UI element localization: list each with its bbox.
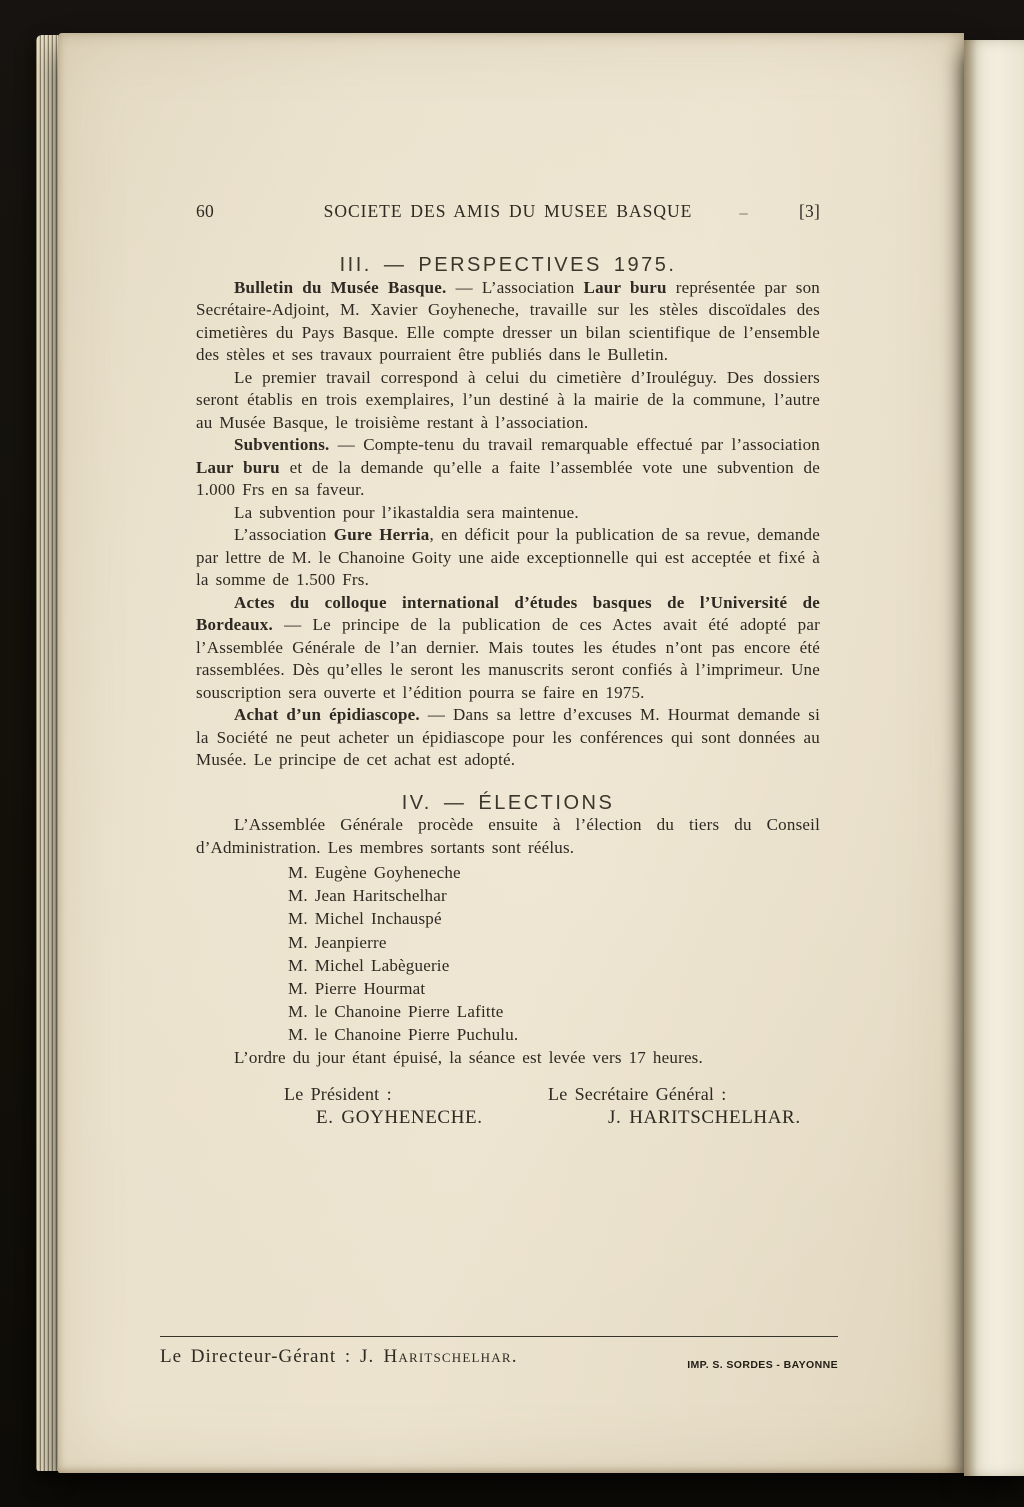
scan-artifact-dash [739, 213, 748, 215]
paragraph-bulletin [196, 277, 820, 367]
member-item: M. Jeanpierre [288, 932, 387, 952]
member-item: M. Jean Haritschelhar [288, 886, 447, 906]
association-name: Gure Herria [333, 525, 430, 544]
paragraph-run: L’association [234, 525, 334, 544]
text-column [196, 33, 820, 1131]
paragraph-elections-intro: L’Assemblée Générale procède ensuite à l’élection du tiers du Conseil d’Administration. Les membres sortants sont réélus. [196, 815, 820, 857]
signature-block [196, 1083, 820, 1131]
printer-imprint: IMP. S. SORDES - BAYONNE [687, 1359, 838, 1371]
association-name: Laur buru [196, 457, 280, 477]
paragraph-run: , en déficit pour la publication de sa revue, demande par lettre de M. le Chanoine Goity une aide exceptionnelle qui est acceptée et fixé à la somme de 1.500 Frs. [196, 525, 820, 589]
paragraph-lead: Achat d’un épidiascope. [234, 705, 420, 724]
member-item: M. Michel Labèguerie [288, 955, 450, 975]
footer-row [160, 1346, 838, 1371]
members-list [288, 861, 820, 1047]
paragraph-run: représentée par son Secrétaire-Adjoint, M. Xavier Goyheneche, travaille sur les stèles discoïdales des cimetières du Pays Basque. Elle compte dresser un bilan scientifique de l’ensemble des stèles et ses travaux pourraient être publiés dans le Bulletin. [196, 277, 820, 364]
journal-title: SOCIETE DES AMIS DU MUSEE BASQUE [323, 201, 693, 221]
member-item: M. le Chanoine Pierre Puchulu. [288, 1025, 519, 1045]
paragraph-run: — Le principe de la publication de ces Actes avait été adopté par l’Assemblée Générale de l’an dernier. Mais toutes les études n’ont pas encore été rassemblées. Dès qu’elles le seront les manuscrits seront confiés à l’imprimeur. Une souscription sera ouverte et l’édition pourra se faire en 1975. [196, 615, 820, 702]
book-page [58, 33, 964, 1473]
secretary-signature [548, 1083, 820, 1131]
closing-line: L’ordre du jour étant épuisé, la séance est levée vers 17 heures. [234, 1047, 703, 1067]
paragraph-lead: Actes du colloque international d’études basques de l’Université de Bordeaux. [196, 592, 820, 634]
director-line [160, 1346, 518, 1368]
president-signature [284, 1083, 534, 1131]
member-item: M. Michel Inchauspé [288, 909, 442, 929]
paragraph-premier-travail: Le premier travail correspond à celui du cimetière d’Irouléguy. Des dossiers seront établis en trois exemplaires, l’un destiné à la mairie de la commune, l’autre au Musée Basque, le troisième restant à l’association. [196, 367, 820, 432]
paragraph-ikastaldia: La subvention pour l’ikastaldia sera maintenue. [234, 502, 579, 522]
section-heading-perspectives: III. — PERSPECTIVES 1975. [339, 254, 677, 276]
paragraph-subventions [196, 434, 820, 502]
paragraph-gure-herria [196, 524, 820, 592]
issue-marker: [3] [798, 201, 820, 221]
book-page-stack-edge [36, 35, 58, 1471]
member-item: M. Pierre Hourmat [288, 979, 426, 999]
president-label: Le Président : [284, 1084, 392, 1105]
footer-rule [160, 1336, 838, 1337]
secretary-name: J. HARITSCHELHAR. [608, 1107, 801, 1129]
paragraph-run: — L’association [446, 277, 584, 297]
paragraph-lead: Subventions. [234, 435, 330, 454]
paragraph-run: — Dans sa lettre d’excuses M. Hourmat demande si la Société ne peut acheter un épidiascope pour les conférences qui sont données au Musée. Le principe de cet achat est adopté. [196, 705, 821, 769]
page-header [196, 200, 820, 222]
paragraph-actes [196, 592, 820, 705]
secretary-label: Le Secrétaire Général : [548, 1084, 727, 1105]
paragraph-lead: Bulletin du Musée Basque. [234, 277, 447, 297]
section-heading-elections: IV. — ÉLECTIONS [401, 791, 615, 814]
paragraph-run: — Compte-tenu du travail remarquable effectué par l’association [329, 435, 820, 454]
page-footer [160, 1336, 838, 1371]
member-item: M. Eugène Goyheneche [288, 863, 461, 882]
paragraph-run: et de la demande qu’elle a faite l’assemblée vote une subvention de 1.000 Frs en sa faveur. [196, 457, 820, 499]
paragraph-epidiascope [196, 704, 820, 772]
director-name: J. Haritschelhar. [359, 1346, 518, 1367]
facing-page-edge [964, 40, 1024, 1476]
director-label: Le Directeur-Gérant : [160, 1346, 360, 1367]
member-item: M. le Chanoine Pierre Lafitte [288, 1002, 504, 1022]
page-number: 60 [196, 201, 214, 221]
president-name: E. GOYHENECHE. [316, 1107, 483, 1129]
association-name: Laur buru [583, 277, 667, 297]
